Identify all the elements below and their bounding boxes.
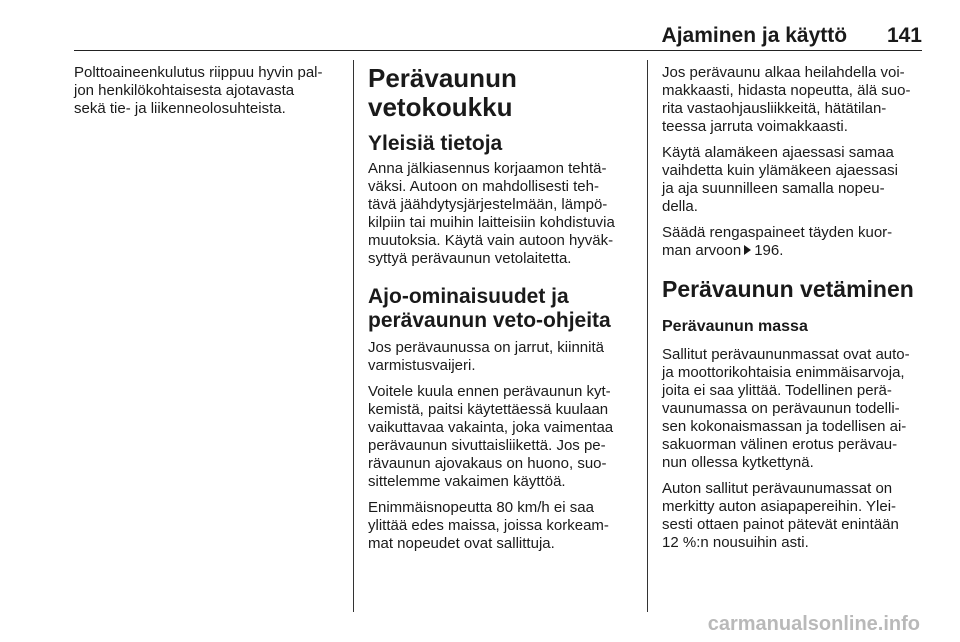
column-3 — [662, 64, 932, 560]
page-reference-link[interactable]: 196. — [754, 242, 784, 259]
downhill-paragraph: Käytä alamäkeen ajaessasi samaa vaihdetta kuin ylämäkeen ajaessasi ja aja suunnilleen samalla nopeu- della. — [662, 144, 898, 215]
general-info-paragraph: Anna jälkiasennus korjaamon tehtä- väksi. Autoon on mahdollisesti teh- tävä jäähdytysjärjestelmään, lämpö- kilpiin tai muihin laitteisiin kohdistuvia muutoksia. Käytä vain autoon hyväk- syttyä perävaunun vetolaitetta. — [368, 160, 615, 267]
column-divider-2 — [647, 60, 648, 612]
chapter-title: Ajaminen ja käyttö — [661, 24, 848, 47]
watermark: carmanualsonline.info — [707, 613, 920, 635]
subsection-title-driving: Ajo-ominaisuudet ja perävaunun veto-ohjeita — [368, 285, 611, 332]
tyre-pressure-text: Säädä rengaspaineet täyden kuor- man arvoon — [662, 224, 893, 259]
page-number: 141 — [886, 24, 922, 47]
page-header — [662, 24, 922, 48]
column-1 — [74, 64, 342, 126]
subsection-title-general: Yleisiä tietoja — [368, 132, 503, 155]
tyre-pressure-paragraph — [662, 224, 932, 260]
section-title-towing: Perävaunun vetäminen — [662, 276, 914, 302]
sway-paragraph: Jos perävaunu alkaa heilahdella voi- makkaasti, hidasta nopeutta, älä suo- rita vastaohjausliikkeitä, hätätilan- teessa jarruta voimakkaasti. — [662, 64, 911, 135]
section-title-tow-hitch: Perävaunun vetokoukku — [368, 63, 517, 122]
driving-paragraph-3: Enimmäisnopeutta 80 km/h ei saa ylittää edes maissa, joissa korkeam- mat nopeudet ovat sallittuja. — [368, 499, 609, 552]
driving-paragraph-2: Voitele kuula ennen perävaunun kyt- kemistä, paitsi käytettäessä kuulaan vaikuttavaa vakainta, joka vaimentaa perävaunun sivuttaisliikettä. Jos pe- rävaunun ajovakaus on huono, suo- sittelemme vakaimen käyttöä. — [368, 383, 614, 490]
column-divider-1 — [353, 60, 354, 612]
fuel-consumption-paragraph: Polttoaineenkulutus riippuu hyvin pal- jon henkilökohtaisesta ajotavasta sekä tie- ja liikenneolosuhteista. — [74, 64, 323, 117]
trailer-mass-paragraph-1: Sallitut perävaununmassat ovat auto- ja moottorikohtaisia enimmäisarvoja, joita ei saa ylittää. Todellinen perä- vaunumassa on perävaunun todelli- sen kokonaismassan ja todellisen ai- sakuorman välinen erotus perävau- nun ollessa kytkettynä. — [662, 346, 910, 471]
column-2 — [368, 64, 634, 561]
trailer-mass-paragraph-2: Auton sallitut perävaunumassat on merkitty auton asiapapereihin. Ylei- sesti ottaen painot pätevät enintään 12 %:n nousuihin asti. — [662, 480, 899, 551]
header-rule — [74, 50, 922, 51]
cross-reference-arrow-icon — [744, 245, 751, 255]
driving-paragraph-1: Jos perävaunussa on jarrut, kiinnitä varmistusvaijeri. — [368, 339, 604, 374]
subsection-title-trailer-mass: Perävaunun massa — [662, 318, 808, 335]
